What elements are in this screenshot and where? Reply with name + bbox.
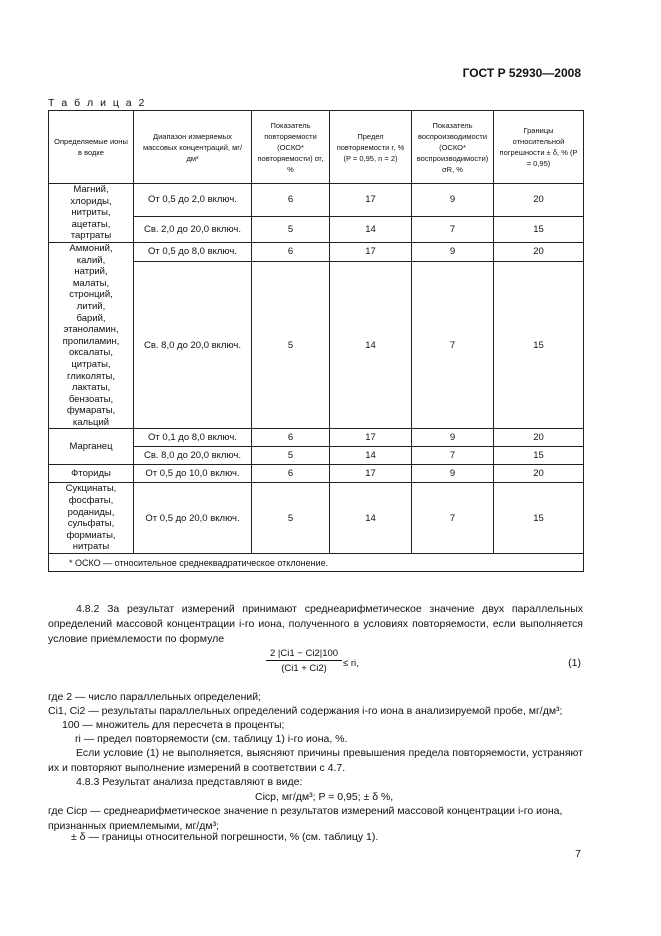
header-range: Диапазон измеряемых массовых концентраций, мг/дм³ [134, 111, 252, 184]
sigma-R-cell: 7 [412, 261, 494, 429]
limit-r-cell: 17 [330, 242, 412, 261]
header-ions: Определяемые ионы в водке [49, 111, 134, 184]
header-repeatability-limit: Предел повторяемости r, % (P = 0,95, n = 2) [330, 111, 412, 184]
paragraph-4-8-2: 4.8.2 За результат измерений принимают среднеарифметическое значение двух параллельных определений массовой концентрации i-го иона, полученного в условиях повторяемости, если выполняется условие приемлемости по формуле [48, 603, 583, 645]
sigma-r-cell: 5 [252, 216, 330, 242]
where-cavg: где Ciср — среднеарифметическое значение n результатов измерений массовой концентрации i-го иона, признанных приемлемыми, мг/дм³; [48, 805, 563, 832]
sigma-R-cell: 7 [412, 216, 494, 242]
page-number: 7 [575, 848, 581, 860]
header-reproducibility-index: Показатель воспроизводимости (ОСКО* воспроизводимости) σR, % [412, 111, 494, 184]
range-cell: От 0,5 до 20,0 включ. [134, 483, 252, 554]
paragraph-4-8-3: 4.8.3 Результат анализа представляют в виде: [76, 776, 303, 788]
range-cell: От 0,5 до 8,0 включ. [134, 242, 252, 261]
header-error-bounds: Границы относительной погрешности ± δ, % (P = 0,95) [494, 111, 584, 184]
table-row [49, 483, 584, 554]
where-c: Ci1, Ci2 — результаты параллельных определений содержания i-го иона в анализируемой пробе, мг/дм³; [48, 705, 563, 717]
delta-cell: 15 [494, 447, 584, 465]
sigma-r-cell: 6 [252, 465, 330, 483]
limit-r-cell: 14 [330, 216, 412, 242]
range-cell: От 0,5 до 2,0 включ. [134, 184, 252, 217]
where-delta: ± δ — границы относительной погрешности, % (см. таблицу 1). [71, 831, 379, 843]
formula-rhs: ≤ ri, [343, 658, 359, 669]
delta-cell: 20 [494, 184, 584, 217]
table-row [49, 465, 584, 483]
where-2: где 2 — число параллельных определений; [48, 691, 262, 703]
sigma-R-cell: 9 [412, 242, 494, 261]
range-cell: Св. 2,0 до 20,0 включ. [134, 216, 252, 242]
ions-cell: Фториды [49, 465, 134, 483]
sigma-r-cell: 6 [252, 429, 330, 447]
where-r: ri — предел повторяемости (см. таблицу 1) i-го иона, %. [75, 733, 348, 745]
formula [266, 648, 342, 674]
sigma-r-cell: 5 [252, 483, 330, 554]
formula-label: (1) [568, 657, 581, 669]
table-row [49, 184, 584, 217]
sigma-r-cell: 6 [252, 184, 330, 217]
range-cell: От 0,1 до 8,0 включ. [134, 429, 252, 447]
formula-denominator: (Ci1 + Ci2) [281, 663, 327, 674]
result-format: Ciср, мг/дм³; P = 0,95; ± δ %, [255, 791, 394, 803]
delta-cell: 20 [494, 465, 584, 483]
limit-r-cell: 14 [330, 447, 412, 465]
sigma-r-cell: 6 [252, 242, 330, 261]
paragraph-condition: Если условие (1) не выполняется, выясняют причины превышения предела повторяемости, устраняют их и повторяют выполнение измерений в соответствии с 4.7. [48, 747, 583, 774]
table-footnote: * ОСКО — относительное среднеквадратическое отклонение. [49, 554, 584, 572]
ions-cell: Марганец [49, 429, 134, 465]
table-caption: Т а б л и ц а 2 [48, 97, 147, 109]
sigma-r-cell: 5 [252, 447, 330, 465]
sigma-R-cell: 9 [412, 429, 494, 447]
header-repeatability-index: Показатель повторяемости (ОСКО* повторяемости) σr, % [252, 111, 330, 184]
sigma-R-cell: 7 [412, 447, 494, 465]
sigma-R-cell: 7 [412, 483, 494, 554]
table-row [49, 429, 584, 447]
range-cell: Св. 8,0 до 20,0 включ. [134, 261, 252, 429]
delta-cell: 15 [494, 483, 584, 554]
ions-cell: Магний, хлориды, нитриты, ацетаты, тартраты [49, 184, 134, 243]
footnote-row [49, 554, 584, 572]
formula-numerator: 2 |Ci1 − Ci2|100 [266, 648, 342, 661]
limit-r-cell: 17 [330, 429, 412, 447]
data-table [48, 110, 584, 572]
range-cell: Св. 8,0 до 20,0 включ. [134, 447, 252, 465]
limit-r-cell: 17 [330, 465, 412, 483]
sigma-R-cell: 9 [412, 184, 494, 217]
table-body [49, 184, 584, 572]
sigma-R-cell: 9 [412, 465, 494, 483]
sigma-r-cell: 5 [252, 261, 330, 429]
delta-cell: 20 [494, 429, 584, 447]
ions-cell: Сукцинаты, фосфаты, роданиды, сульфаты, формиаты, нитраты [49, 483, 134, 554]
delta-cell: 20 [494, 242, 584, 261]
delta-cell: 15 [494, 216, 584, 242]
table-header-row [49, 111, 584, 184]
limit-r-cell: 14 [330, 261, 412, 429]
table-row [49, 242, 584, 261]
standard-number: ГОСТ Р 52930—2008 [462, 66, 581, 80]
range-cell: От 0,5 до 10,0 включ. [134, 465, 252, 483]
limit-r-cell: 14 [330, 483, 412, 554]
limit-r-cell: 17 [330, 184, 412, 217]
ions-cell: Аммоний, калий, натрий, малаты, стронций, литий, барий, этаноламин, пропиламин, оксалаты, цитраты, гликоляты, лактаты, бензоаты, фумараты, кальций [49, 242, 134, 429]
delta-cell: 15 [494, 261, 584, 429]
where-100: 100 — множитель для пересчета в проценты; [62, 719, 285, 731]
